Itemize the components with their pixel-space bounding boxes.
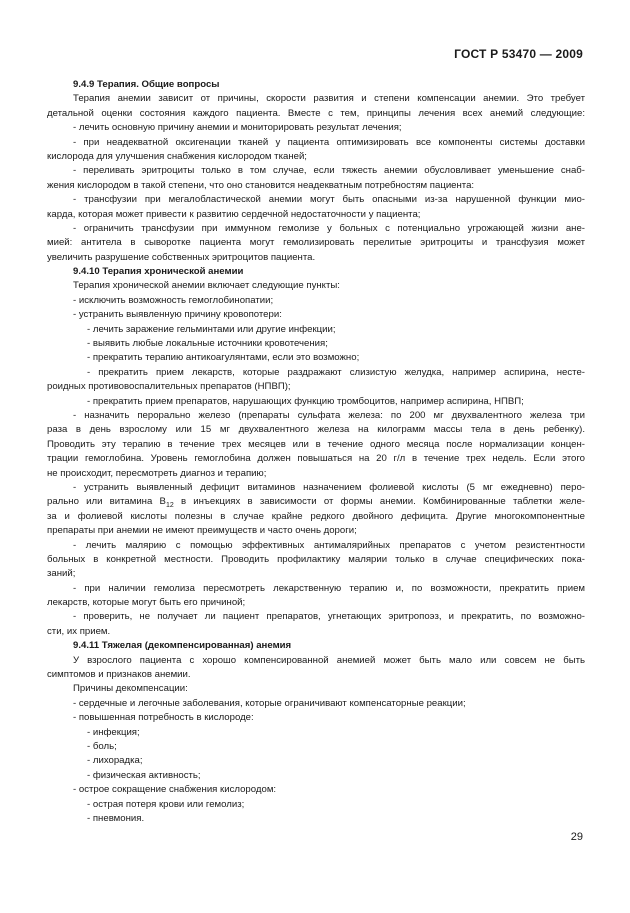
text-line: - проверить, не получает ли пациент препаратов, угнетающих эритропоэз, и прекратить, по возможно- xyxy=(73,611,585,623)
section-heading: 9.4.9 Терапия. Общие вопросы xyxy=(73,79,220,90)
text-line: - при неадекватной оксигенации тканей у пациента оптимизировать все компоненты системы доставки xyxy=(73,136,585,148)
b12-text-before: рально или витамина B xyxy=(47,496,166,508)
text-line: - устранить выявленный дефицит витаминов назначением фолиевой кислоты (5 мг ежедневно) перо- xyxy=(73,481,585,493)
text-line: - выявить любые локальные источники кровотечения; xyxy=(87,338,328,350)
text-line: - инфекция; xyxy=(87,726,140,738)
text-line: раза в день взрослому или 15 мг двухвалентного железа на килограмм массы тела в день ребенку). xyxy=(47,424,585,436)
text-line: - сердечные и легочные заболевания, которые ограничивают компенсаторные реакции; xyxy=(73,697,466,709)
text-line: препараты при анемии не имеют преимуществ и часто очень дороги; xyxy=(47,525,357,537)
text-line: - исключить возможность гемоглобинопатии; xyxy=(73,294,274,306)
text-line: мией: антитела в сыворотке пациента могут гемолизировать перелитые эритроциты и трансфузия может xyxy=(47,237,585,249)
text-line: симптомов и признаков анемии. xyxy=(47,669,191,681)
text-line: Терапия анемии зависит от причины, скорости развития и степени компенсации анемии. Это требует xyxy=(73,93,585,105)
text-line: Терапия хронической анемии включает следующие пункты: xyxy=(73,280,340,292)
text-line: лекарств, которые могут быть его причиной; xyxy=(47,597,246,609)
text-line: увеличить разрушение собственных эритроцитов пациента. xyxy=(47,251,316,263)
text-line: - лечить основную причину анемии и мониторировать результат лечения; xyxy=(73,122,402,134)
text-line: - повышенная потребность в кислороде: xyxy=(73,712,254,724)
standard-header: ГОСТ Р 53470 — 2009 xyxy=(454,47,583,61)
text-line: - при наличии гемолиза пересмотреть лекарственную терапию и, по возможности, прекратить прием xyxy=(73,582,585,594)
text-line: жения кислородом в такой степени, что оно становится неадекватным потребностям пациента: xyxy=(47,179,475,191)
page-number: 29 xyxy=(570,831,583,843)
text-line: - прекратить терапию антикоагулянтами, если это возможно; xyxy=(87,352,360,364)
text-line: - физическая активность; xyxy=(87,769,201,781)
text-line: - трансфузии при мегалобластической анемии могут быть опасными из-за нарушенной функции мио- xyxy=(73,194,585,206)
b12-subscript: 12 xyxy=(165,502,174,510)
text-line-b12 xyxy=(47,495,585,509)
text-line: - пневмония. xyxy=(87,812,145,824)
text-line: сти, их прием. xyxy=(47,625,111,637)
text-line: - прекратить прием лекарств, которые раздражают слизистую желудка, например аспирина, несте- xyxy=(87,366,585,378)
document-body xyxy=(47,78,585,826)
text-line: карда, которая может привести к развитию сердечной недостаточности у пациента; xyxy=(47,208,421,220)
text-line: роидных противовоспалительных препаратов (НПВП); xyxy=(47,381,291,393)
text-line: кислорода для улучшения снабжения кислородом тканей; xyxy=(47,150,307,162)
section-heading: 9.4.11 Тяжелая (декомпенсированная) анемия xyxy=(73,640,292,652)
text-line: больных в конкретной местности. Проводить профилактику малярии только в случае специфических пока- xyxy=(47,553,585,565)
text-line: Причины декомпенсации: xyxy=(73,683,188,695)
text-line: не происходит, пересмотреть диагноз и терапию; xyxy=(47,467,267,479)
text-line: - устранить выявленную причину кровопотери: xyxy=(73,309,282,321)
text-line: - острая потеря крови или гемолиз; xyxy=(87,798,245,810)
text-line: детальной оценки состояния каждого пациента. Вместе с тем, принципы лечения всех анемий следующие: xyxy=(47,107,585,119)
section-heading: 9.4.10 Терапия хронической анемии xyxy=(73,266,244,278)
text-line: У взрослого пациента с хорошо компенсированной анемией может быть мало или совсем не быть xyxy=(73,654,585,666)
text-line: - переливать эритроциты только в том случае, если тяжесть анемии обусловливает уменьшение снаб- xyxy=(73,165,585,177)
text-line: - ограничить трансфузии при иммунном гемолизе у больных с потенциально угрожающей жизни ане- xyxy=(73,222,585,234)
text-line: трации гемоглобина. Уровень гемоглобина должен повышаться на 20 г/л в течение трех недель. Если этого xyxy=(47,453,585,465)
text-line: - лихорадка; xyxy=(87,755,143,767)
b12-text-after: в инъекциях в зависимости от формы анемии. Комбинированные таблетки желе- xyxy=(173,496,585,508)
text-line: - прекратить прием препаратов, нарушающих функцию тромбоцитов, например аспирина, НПВП; xyxy=(87,395,524,407)
text-line: за и фолиевой кислоты полезны в случае крайне редкого двойного дефицита. Другие многокомпонентные xyxy=(47,510,585,522)
text-line: - острое сокращение снабжения кислородом: xyxy=(73,784,277,796)
text-line: Проводить эту терапию в течение трех месяцев или в течение одного месяца после нормализации концен- xyxy=(47,438,585,450)
text-line: - лечить малярию с помощью эффективных антималярийных препаратов с учетом резистентности xyxy=(73,539,585,551)
text-line: - лечить заражение гельминтами или другие инфекции; xyxy=(87,323,336,335)
text-line: - боль; xyxy=(87,740,117,752)
text-line: заний; xyxy=(47,568,76,580)
text-line: - назначить перорально железо (препараты сульфата железа: по 200 мг двухвалентного железа три xyxy=(73,409,585,421)
